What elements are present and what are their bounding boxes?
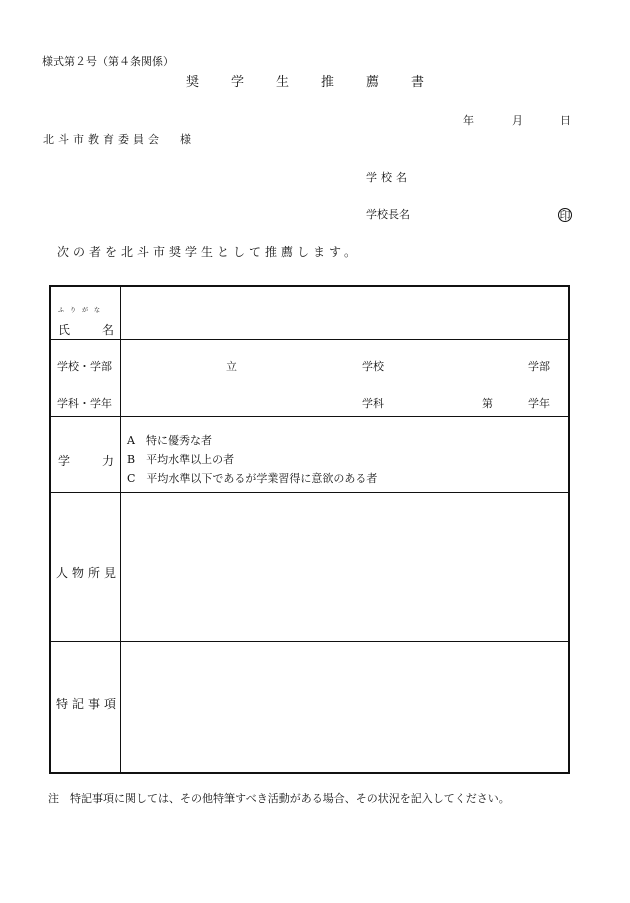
addressee-honorific: 様	[180, 133, 191, 146]
subject-year-gakka: 学科	[362, 397, 384, 410]
school-dept-gakko: 学校	[362, 360, 384, 373]
table-column-divider	[120, 287, 121, 772]
subject-year-gakunen: 学年	[528, 397, 550, 410]
name-field[interactable]	[122, 287, 570, 339]
school-name-label: 学校名	[366, 171, 411, 184]
seal-mark: 印	[559, 208, 571, 222]
form-number: 様式第２号（第４条関係）	[42, 55, 174, 68]
date-month-label: 月	[512, 114, 523, 127]
special-notes-field[interactable]	[122, 642, 570, 772]
name-label-first: 氏	[58, 323, 71, 337]
page-title: 奨学生推薦書	[186, 75, 457, 90]
subject-year-dai: 第	[482, 397, 493, 410]
personality-field[interactable]	[122, 493, 570, 640]
addressee: 北斗市教育委員会	[43, 133, 163, 146]
date-day-label: 日	[560, 114, 571, 127]
school-dept-label: 学校・学部	[57, 360, 112, 373]
ability-option-b[interactable]: B 平均水準以上の者	[127, 453, 235, 466]
personality-label: 人物所見	[56, 566, 121, 580]
ability-option-c[interactable]: C 平均水準以下であるが学業習得に意欲のある者	[127, 472, 378, 485]
intro-text: 次の者を北斗市奨学生として推薦します。	[57, 245, 361, 259]
principal-name-label: 学校長名	[366, 208, 410, 221]
ability-option-a[interactable]: A 特に優秀な者	[127, 434, 212, 447]
recommendation-table	[49, 285, 570, 774]
special-notes-label: 特記事項	[56, 697, 121, 711]
name-label-second: 名	[102, 323, 115, 337]
row-divider-name	[51, 339, 568, 340]
ability-label-second: 力	[102, 454, 115, 468]
date-year-label: 年	[463, 114, 474, 127]
furigana-label: ふりがな	[58, 307, 107, 314]
footer-note: 注 特記事項に関しては、その他特筆すべき活動がある場合、その状況を記入してください。	[48, 792, 510, 805]
subject-year-label: 学科・学年	[57, 397, 112, 410]
school-dept-ritsu: 立	[226, 360, 237, 373]
school-dept-gakubu: 学部	[528, 360, 550, 373]
ability-label-first: 学	[58, 454, 71, 468]
row-divider-school	[51, 416, 568, 417]
